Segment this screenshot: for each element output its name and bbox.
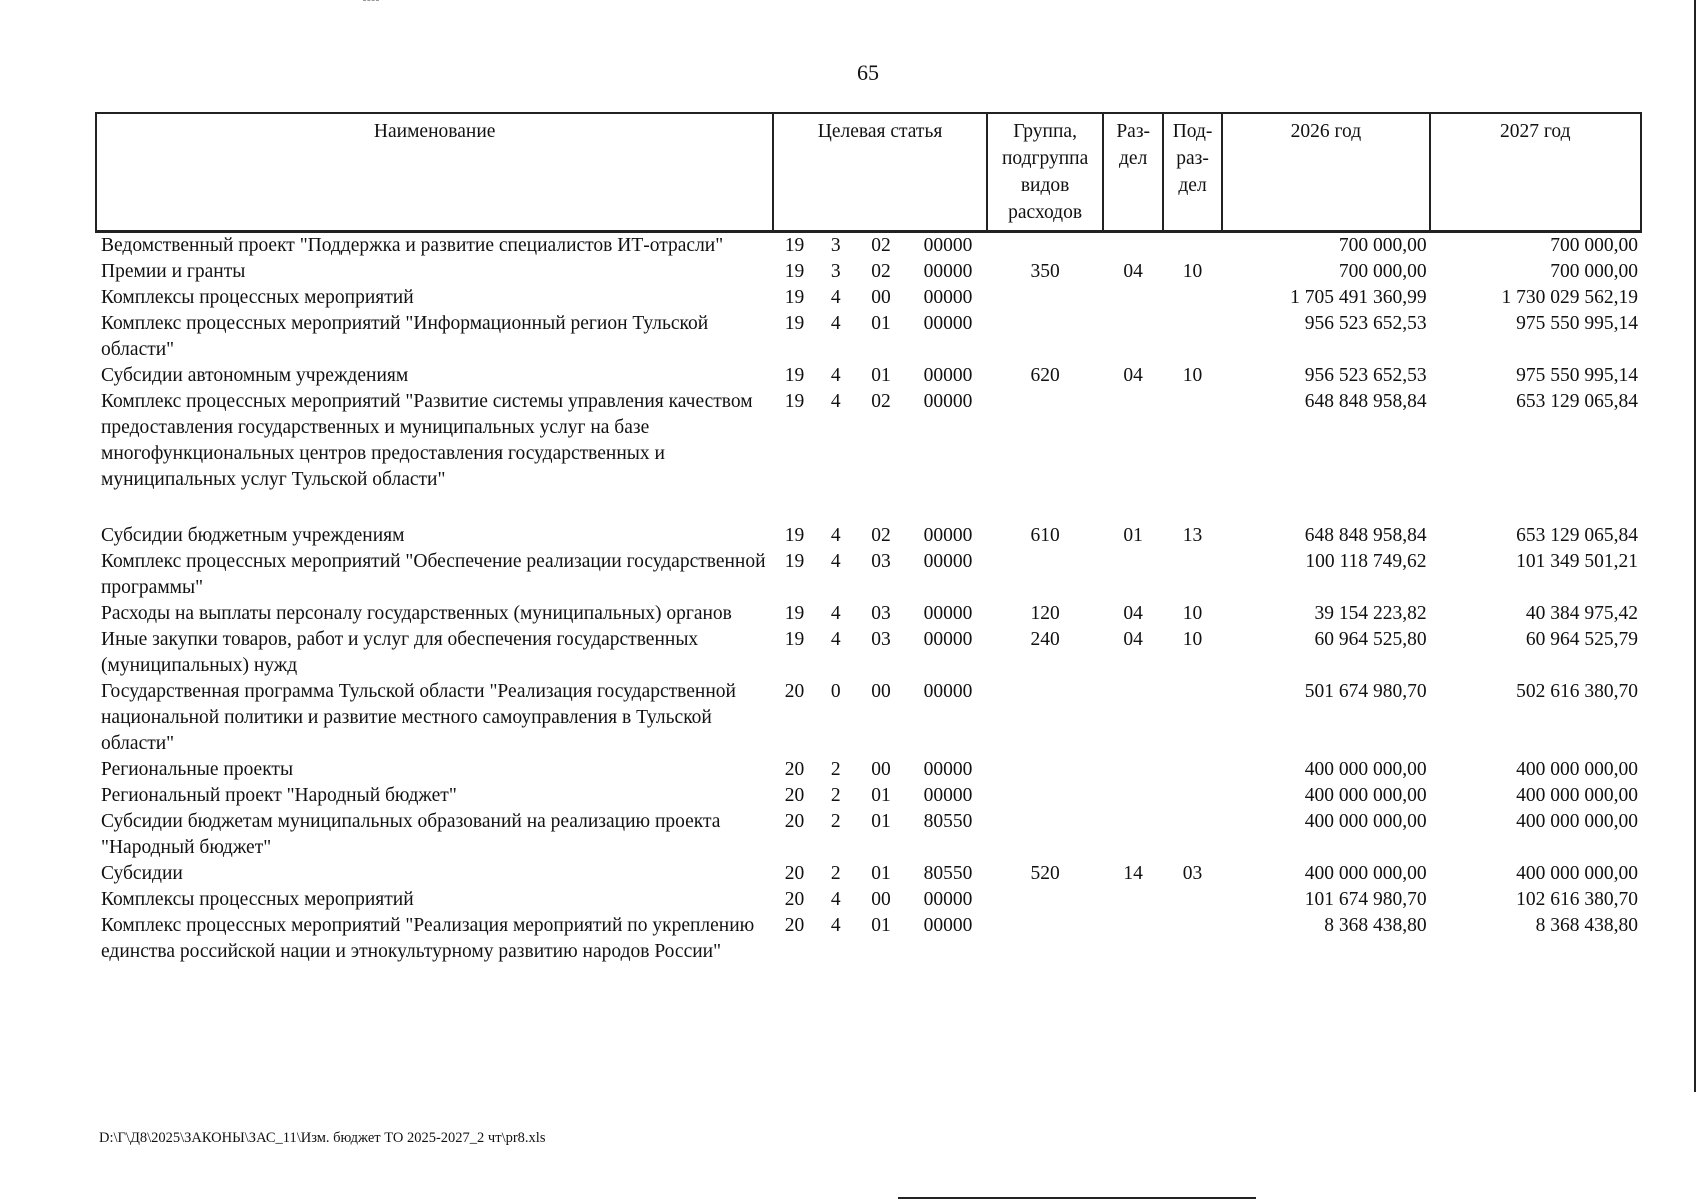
row-expense-group	[987, 757, 1104, 783]
row-target-code-4: 00000	[923, 629, 973, 650]
row-expense-group	[987, 809, 1104, 861]
row-podrazdel: 10	[1182, 629, 1203, 650]
row-expense-group: 350	[1030, 261, 1060, 282]
scan-dash-mark	[363, 0, 379, 3]
row-target-code-4: 00000	[923, 525, 973, 546]
table-row	[96, 232, 1641, 260]
row-amount-2027: 40 384 975,42	[1525, 603, 1638, 624]
row-name: Комплекс процессных мероприятий "Развитие системы управления качеством предоставления государственных и муниципальных услуг на базе многофункциональных центров предоставления государственных и муниципальных услуг Тульской области"	[101, 391, 753, 490]
table-header-row	[96, 113, 1641, 232]
table-row	[96, 783, 1641, 809]
row-razdel	[1103, 285, 1162, 311]
row-target-code-3: 02	[871, 525, 891, 546]
row-name: Региональный проект "Народный бюджет"	[101, 785, 457, 806]
row-target-code-3: 01	[871, 863, 891, 884]
row-podrazdel	[1163, 887, 1222, 913]
row-podrazdel	[1163, 679, 1222, 757]
table-body	[96, 232, 1641, 966]
row-podrazdel	[1163, 389, 1222, 523]
row-podrazdel	[1163, 757, 1222, 783]
row-razdel: 04	[1123, 603, 1143, 624]
row-podrazdel: 03	[1182, 863, 1203, 884]
bottom-rule	[898, 1197, 1256, 1199]
row-name: Субсидии автономным учреждениям	[101, 365, 409, 386]
row-name: Комплексы процессных мероприятий	[101, 287, 414, 308]
table-row	[96, 757, 1641, 783]
table-row	[96, 627, 1641, 679]
row-expense-group: 120	[1030, 603, 1060, 624]
row-target-code-4: 00000	[923, 313, 973, 334]
row-target-code-4: 00000	[923, 915, 973, 936]
row-razdel	[1103, 311, 1162, 363]
row-target-code-3: 00	[871, 889, 891, 910]
row-target-code-1: 19	[784, 391, 805, 412]
row-target-code-3: 02	[871, 235, 891, 256]
row-expense-group	[987, 232, 1104, 260]
table-row	[96, 549, 1641, 601]
row-target-code-2: 4	[830, 629, 841, 650]
row-amount-2027: 700 000,00	[1550, 261, 1638, 282]
row-target-code-3: 00	[871, 681, 891, 702]
row-amount-2026: 39 154 223,82	[1314, 603, 1427, 624]
row-target-code-1: 19	[784, 261, 805, 282]
row-amount-2026: 100 118 749,62	[1305, 551, 1427, 572]
row-target-code-1: 19	[784, 287, 805, 308]
row-podrazdel	[1163, 285, 1222, 311]
row-target-code-4: 00000	[923, 391, 973, 412]
table-row	[96, 363, 1641, 389]
row-target-code-3: 03	[871, 603, 891, 624]
row-expense-group	[987, 679, 1104, 757]
row-target-code-2: 3	[830, 235, 841, 256]
row-podrazdel	[1163, 783, 1222, 809]
row-target-code-2: 4	[830, 915, 841, 936]
row-target-code-1: 19	[784, 525, 805, 546]
row-amount-2027: 1 730 029 562,19	[1501, 287, 1638, 308]
row-amount-2026: 101 674 980,70	[1304, 889, 1427, 910]
row-target-code-1: 20	[784, 681, 805, 702]
row-target-code-1: 20	[784, 759, 805, 780]
row-target-code-1: 19	[784, 313, 805, 334]
row-target-code-2: 4	[830, 365, 841, 386]
file-path-footer: D:\Г\Д8\2025\ЗАКОНЫ\ЗАС_11\Изм. бюджет ТО 2025-2027_2 чт\pr8.xls	[99, 1130, 546, 1146]
row-podrazdel	[1163, 809, 1222, 861]
row-expense-group: 240	[1030, 629, 1060, 650]
header-year-2027: 2027 год	[1430, 113, 1641, 232]
row-target-code-1: 19	[784, 235, 805, 256]
header-expense-group: Группа, подгруппа видов расходов	[987, 113, 1104, 232]
table-row	[96, 601, 1641, 627]
row-target-code-3: 03	[871, 551, 891, 572]
row-podrazdel: 13	[1182, 525, 1203, 546]
row-amount-2026: 1 705 491 360,99	[1290, 287, 1427, 308]
row-target-code-2: 4	[830, 889, 841, 910]
row-amount-2026: 400 000 000,00	[1304, 785, 1427, 806]
row-target-code-1: 19	[784, 551, 805, 572]
row-target-code-1: 20	[784, 863, 805, 884]
table-row	[96, 311, 1641, 363]
row-target-code-4: 00000	[923, 261, 973, 282]
row-target-code-2: 2	[830, 863, 841, 884]
row-amount-2027: 502 616 380,70	[1516, 681, 1638, 702]
table-row	[96, 259, 1641, 285]
row-amount-2026: 648 848 958,84	[1304, 391, 1427, 412]
row-amount-2026: 400 000 000,00	[1304, 811, 1427, 832]
row-target-code-4: 00000	[923, 551, 973, 572]
row-amount-2026: 8 368 438,80	[1324, 915, 1427, 936]
row-podrazdel: 10	[1182, 365, 1203, 386]
row-amount-2027: 653 129 065,84	[1516, 525, 1638, 546]
row-target-code-4: 00000	[923, 365, 973, 386]
row-target-code-1: 19	[784, 365, 805, 386]
row-razdel	[1103, 549, 1162, 601]
row-amount-2027: 400 000 000,00	[1516, 863, 1638, 884]
row-name: Расходы на выплаты персоналу государственных (муниципальных) органов	[101, 603, 732, 624]
row-target-code-3: 00	[871, 287, 891, 308]
row-name: Субсидии бюджетам муниципальных образований на реализацию проекта "Народный бюджет"	[101, 811, 721, 858]
row-razdel: 14	[1123, 863, 1143, 884]
row-podrazdel: 10	[1182, 261, 1203, 282]
row-target-code-3: 01	[871, 785, 891, 806]
table-row	[96, 679, 1641, 757]
row-razdel	[1103, 389, 1162, 523]
row-expense-group	[987, 285, 1104, 311]
row-amount-2026: 956 523 652,53	[1304, 365, 1427, 386]
row-expense-group: 520	[1030, 863, 1060, 884]
row-expense-group	[987, 913, 1104, 965]
row-target-code-4: 00000	[923, 889, 973, 910]
row-podrazdel	[1163, 549, 1222, 601]
row-expense-group: 610	[1030, 525, 1060, 546]
row-razdel	[1103, 783, 1162, 809]
row-target-code-2: 0	[830, 681, 841, 702]
row-razdel: 04	[1123, 365, 1143, 386]
page-number: 65	[857, 60, 879, 85]
row-amount-2026: 956 523 652,53	[1304, 313, 1427, 334]
row-podrazdel	[1163, 311, 1222, 363]
row-amount-2027: 975 550 995,14	[1516, 365, 1638, 386]
row-amount-2027: 975 550 995,14	[1516, 313, 1638, 334]
row-expense-group	[987, 887, 1104, 913]
row-amount-2027: 653 129 065,84	[1516, 391, 1638, 412]
row-target-code-3: 02	[871, 391, 891, 412]
row-target-code-4: 00000	[923, 603, 973, 624]
row-name: Субсидии бюджетным учреждениям	[101, 525, 405, 546]
row-target-code-2: 2	[830, 811, 841, 832]
row-amount-2026: 400 000 000,00	[1304, 863, 1427, 884]
row-name: Комплекс процессных мероприятий "Информационный регион Тульской области"	[101, 313, 709, 360]
row-amount-2027: 400 000 000,00	[1516, 811, 1638, 832]
row-target-code-2: 4	[830, 313, 841, 334]
row-target-code-4: 00000	[923, 785, 973, 806]
row-target-code-4: 00000	[923, 235, 973, 256]
row-name: Комплекс процессных мероприятий "Обеспечение реализации государственной программы"	[101, 551, 766, 598]
row-name: Государственная программа Тульской области "Реализация государственной национальной политики и развитие местного самоуправления в Тульской области"	[101, 681, 736, 754]
row-target-code-3: 02	[871, 261, 891, 282]
budget-table	[95, 112, 1642, 965]
row-target-code-1: 20	[784, 785, 805, 806]
row-razdel	[1103, 887, 1162, 913]
row-target-code-1: 20	[784, 915, 805, 936]
row-amount-2026: 648 848 958,84	[1304, 525, 1427, 546]
row-amount-2027: 102 616 380,70	[1516, 889, 1638, 910]
row-razdel: 04	[1123, 261, 1143, 282]
row-target-code-4: 80550	[923, 811, 973, 832]
row-amount-2026: 60 964 525,80	[1314, 629, 1427, 650]
table-row	[96, 389, 1641, 523]
row-amount-2027: 700 000,00	[1550, 235, 1638, 256]
row-target-code-2: 2	[830, 785, 841, 806]
row-amount-2026: 501 674 980,70	[1304, 681, 1427, 702]
row-target-code-4: 00000	[923, 287, 973, 308]
row-target-code-2: 2	[830, 759, 841, 780]
header-razdel: Раз- дел	[1103, 113, 1162, 232]
row-amount-2027: 60 964 525,79	[1525, 629, 1638, 650]
row-target-code-2: 3	[830, 261, 841, 282]
row-target-code-2: 4	[830, 287, 841, 308]
row-amount-2027: 400 000 000,00	[1516, 759, 1638, 780]
row-razdel	[1103, 679, 1162, 757]
row-razdel	[1103, 913, 1162, 965]
row-razdel	[1103, 809, 1162, 861]
row-expense-group	[987, 311, 1104, 363]
row-target-code-4: 00000	[923, 681, 973, 702]
row-amount-2027: 101 349 501,21	[1516, 551, 1638, 572]
row-target-code-1: 20	[784, 811, 805, 832]
row-razdel: 04	[1123, 629, 1143, 650]
row-expense-group: 620	[1030, 365, 1060, 386]
row-amount-2027: 8 368 438,80	[1535, 915, 1638, 936]
header-podrazdel: Под- раз- дел	[1163, 113, 1222, 232]
row-target-code-3: 01	[871, 365, 891, 386]
table-row	[96, 913, 1641, 965]
table-row	[96, 861, 1641, 887]
row-target-code-2: 4	[830, 391, 841, 412]
row-name: Ведомственный проект "Поддержка и развитие специалистов ИТ-отрасли"	[101, 235, 724, 256]
row-target-code-4: 80550	[923, 863, 973, 884]
row-target-code-4: 00000	[923, 759, 973, 780]
row-name: Иные закупки товаров, работ и услуг для обеспечения государственных (муниципальных) нужд	[101, 629, 699, 676]
row-target-code-1: 19	[784, 629, 805, 650]
row-name: Субсидии	[101, 863, 183, 884]
row-expense-group	[987, 783, 1104, 809]
row-name: Региональные проекты	[101, 759, 294, 780]
header-target-article: Целевая статья	[773, 113, 986, 232]
row-podrazdel	[1163, 232, 1222, 260]
row-target-code-3: 01	[871, 313, 891, 334]
row-amount-2027: 400 000 000,00	[1516, 785, 1638, 806]
row-target-code-2: 4	[830, 525, 841, 546]
row-razdel: 01	[1123, 525, 1143, 546]
row-target-code-3: 00	[871, 759, 891, 780]
page-edge-line	[1694, 0, 1696, 1092]
row-name: Комплексы процессных мероприятий	[101, 889, 414, 910]
row-amount-2026: 700 000,00	[1338, 235, 1427, 256]
row-target-code-1: 19	[784, 603, 805, 624]
row-expense-group	[987, 389, 1104, 523]
row-name: Комплекс процессных мероприятий "Реализация мероприятий по укреплению единства российской нации и этнокультурному развитию народов России"	[101, 915, 755, 962]
table-row	[96, 523, 1641, 549]
table-row	[96, 887, 1641, 913]
row-podrazdel: 10	[1182, 603, 1203, 624]
row-target-code-2: 4	[830, 551, 841, 572]
row-amount-2026: 400 000 000,00	[1304, 759, 1427, 780]
row-target-code-3: 03	[871, 629, 891, 650]
row-razdel	[1103, 232, 1162, 260]
header-name: Наименование	[96, 113, 773, 232]
row-target-code-3: 01	[871, 915, 891, 936]
row-target-code-3: 01	[871, 811, 891, 832]
row-target-code-2: 4	[830, 603, 841, 624]
table-row	[96, 809, 1641, 861]
table-row	[96, 285, 1641, 311]
row-target-code-1: 20	[784, 889, 805, 910]
row-razdel	[1103, 757, 1162, 783]
row-podrazdel	[1163, 913, 1222, 965]
header-year-2026: 2026 год	[1222, 113, 1429, 232]
row-name: Премии и гранты	[101, 261, 246, 282]
row-amount-2026: 700 000,00	[1338, 261, 1427, 282]
row-expense-group	[987, 549, 1104, 601]
